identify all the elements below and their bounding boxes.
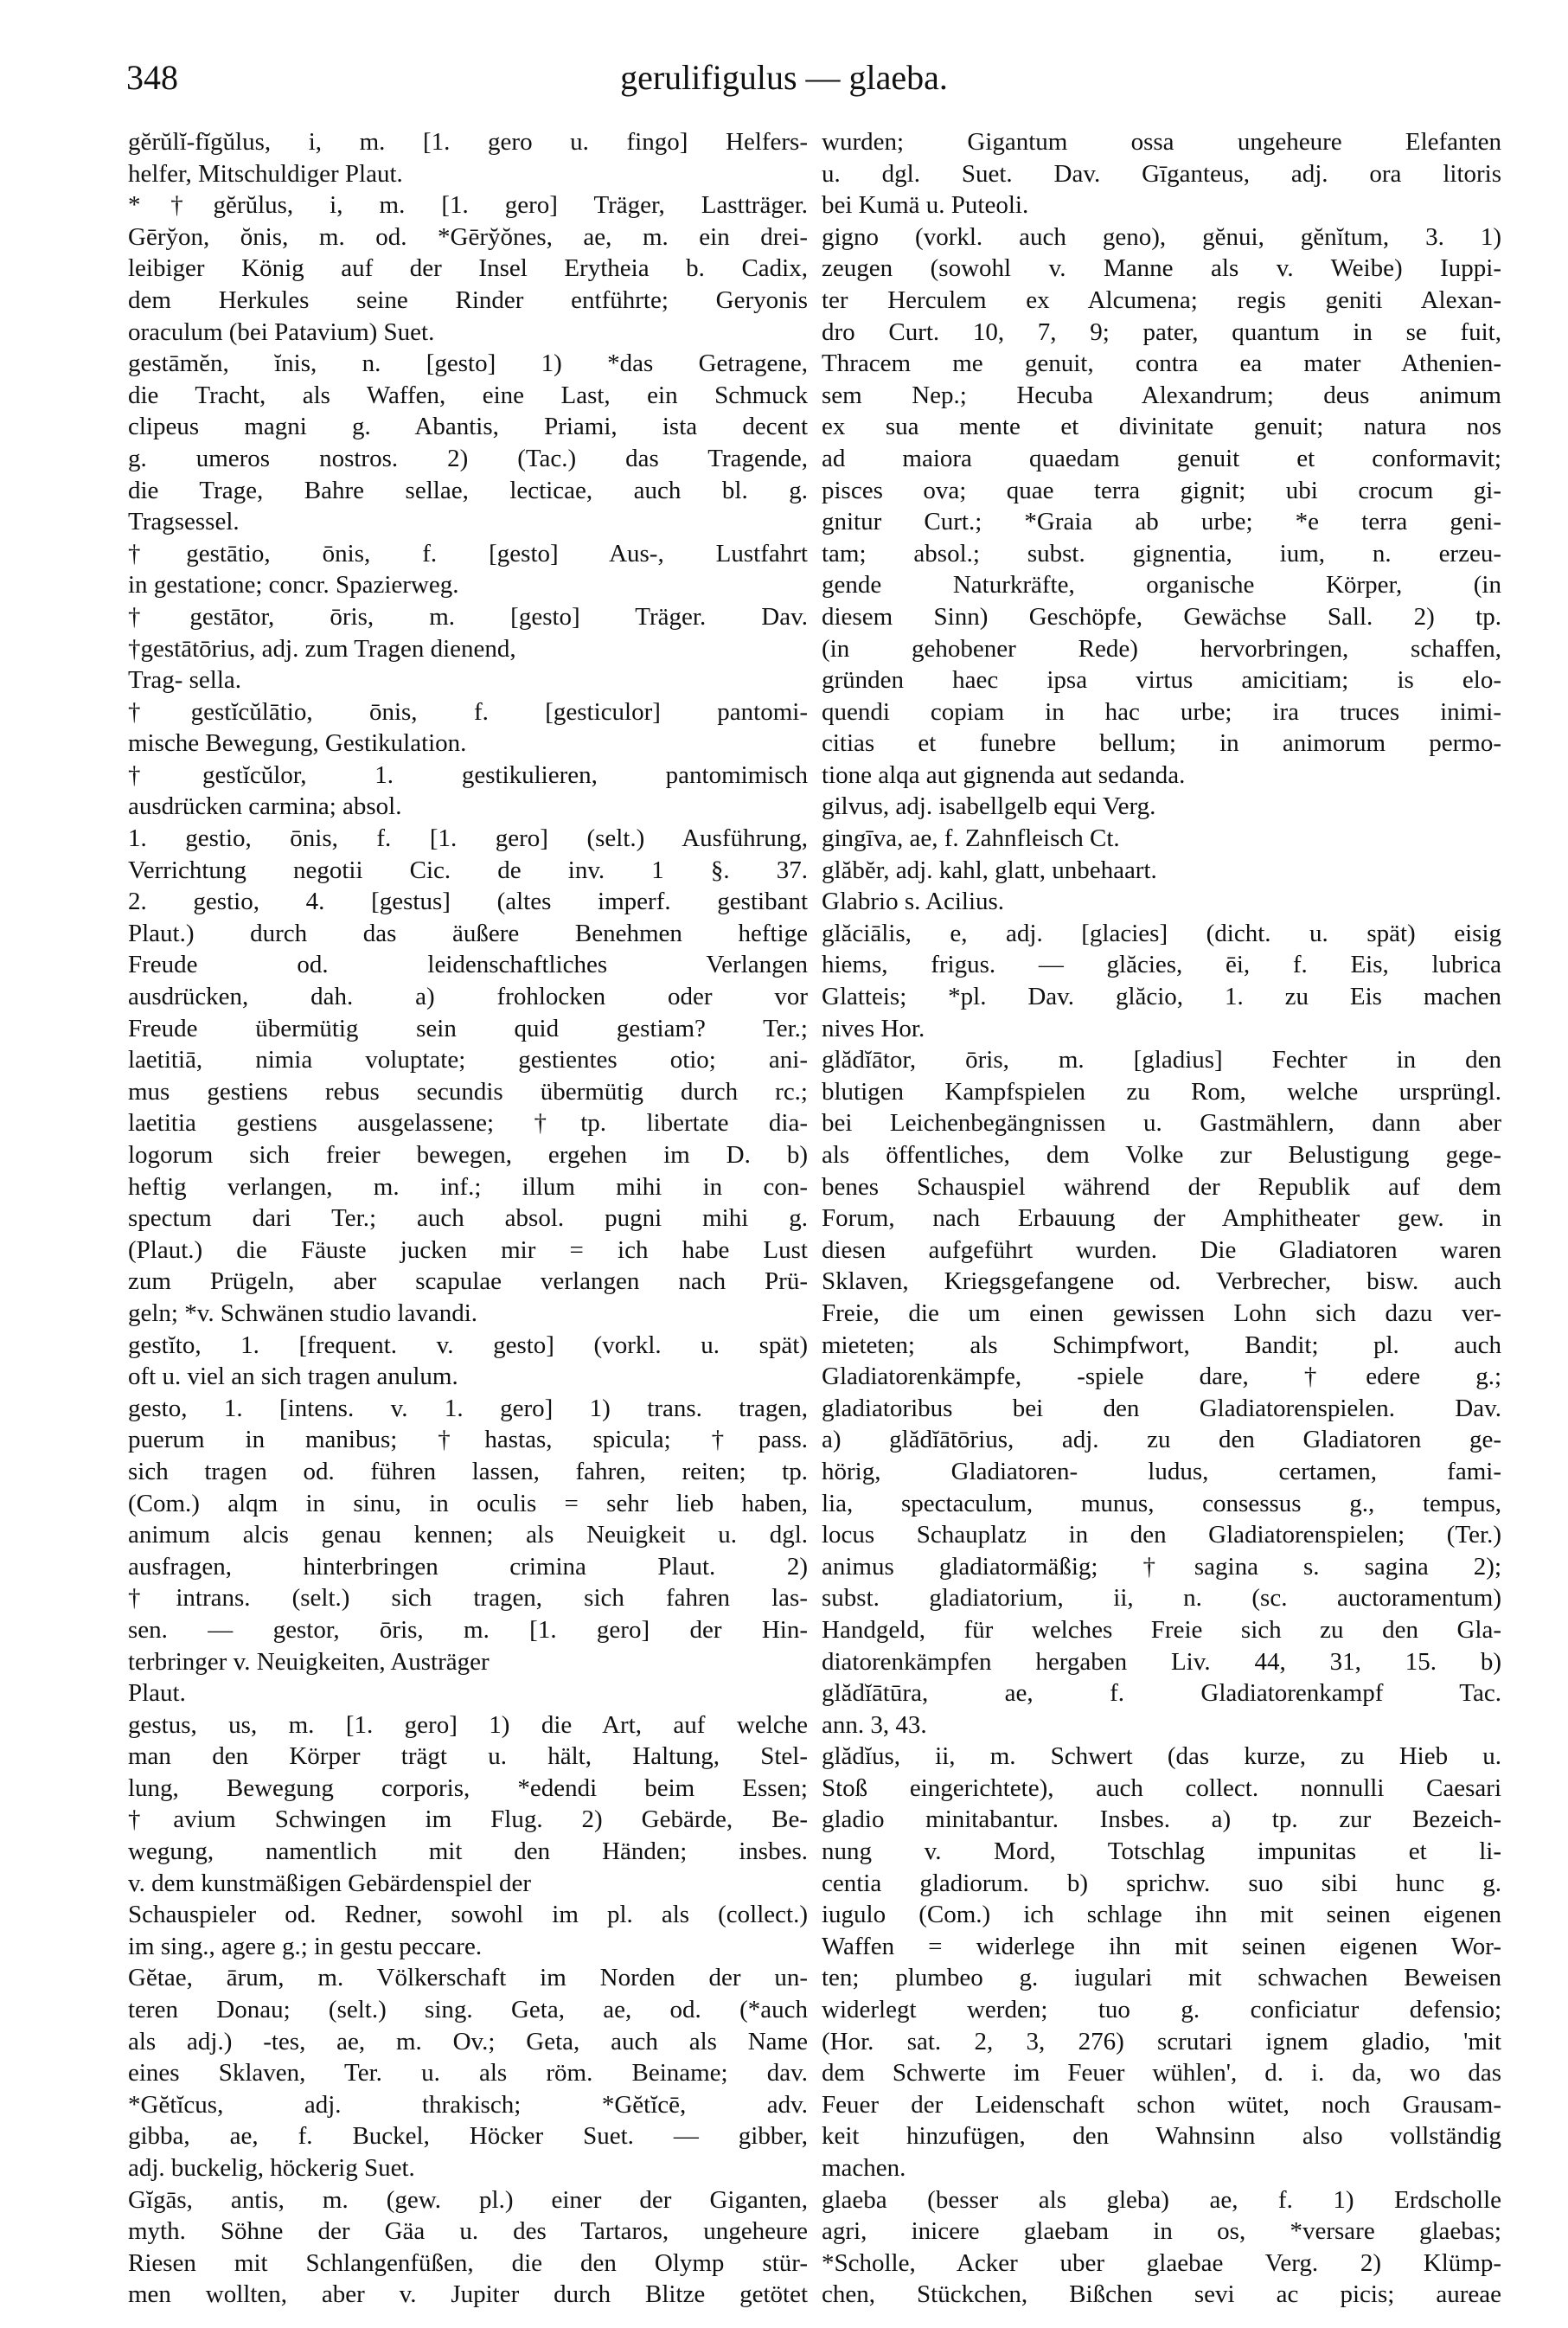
text-line: Gladiatorenkämpfe, -spiele dare, †edere g.; bbox=[822, 1363, 1501, 1391]
text-line: centia gladiorum. b) sprichw. suo sibi hunc g. bbox=[822, 1869, 1501, 1897]
text-line: puerum in manibus; †hastas, spicula; †pass. bbox=[128, 1426, 808, 1454]
text-line: ausdrücken carmina; absol. bbox=[128, 792, 402, 821]
text-line: als adj.) -tes, ae, m. Ov.; Geta, auch als Name bbox=[128, 2027, 808, 2055]
text-line: blutigen Kampfspielen zu Rom, welche ursprüngl. bbox=[822, 1077, 1501, 1106]
text-line: locus Schauplatz in den Gladiatorenspielen; (Ter.) bbox=[822, 1521, 1501, 1549]
text-line: Forum, nach Erbauung der Amphitheater gew. in bbox=[822, 1204, 1501, 1233]
text-line: u. dgl. Suet. Dav. Gīganteus, adj. ora litoris bbox=[822, 159, 1501, 188]
text-line: †gestātōrius, adj. zum Tragen dienend, bbox=[128, 634, 516, 663]
text-line: chen, Stückchen, Bißchen sevi ac picis; aureae bbox=[822, 2280, 1501, 2309]
text-line: mische Bewegung, Gestikulation. bbox=[128, 729, 467, 758]
text-line: (Hor. sat. 2, 3, 276) scrutari ignem gladio, 'mit bbox=[822, 2027, 1501, 2055]
text-line: Gēry̆on, ŏnis, m. od. *Gēry̆ŏnes, ae, m. ein drei- bbox=[128, 222, 808, 251]
right-column bbox=[822, 126, 1501, 2311]
text-line: Glatteis; *pl. Dav. glăcio, 1. zu Eis machen bbox=[822, 983, 1501, 1011]
text-line: Trag- sella. bbox=[128, 666, 242, 695]
text-line: a) glădĭātōrius, adj. zu den Gladiatoren ge- bbox=[822, 1426, 1501, 1454]
text-line: Plaut. bbox=[128, 1679, 186, 1708]
text-line: zeugen (sowohl v. Manne als v. Weibe) Iuppi- bbox=[822, 254, 1501, 283]
text-line: die Tracht, als Waffen, eine Last, ein Schmuck bbox=[128, 381, 808, 409]
text-line: Stoß eingerichtete), auch collect. nonnulli Caesari bbox=[822, 1773, 1501, 1802]
text-line: gĕrŭlĭ-fĭgŭlus, i, m. [1. gero u. fingo] Helfers- bbox=[128, 128, 808, 156]
text-line: diesen aufgeführt wurden. Die Gladiatoren waren bbox=[822, 1235, 1501, 1264]
text-line: Schauspieler od. Redner, sowohl im pl. als (collect.) bbox=[128, 1901, 808, 1929]
text-line: Tragsessel. bbox=[128, 508, 240, 536]
text-line: gestĭto, 1. [frequent. v. gesto] (vorkl. u. spät) bbox=[128, 1331, 808, 1359]
text-line: iugulo (Com.) ich schlage ihn mit seinen eigenen bbox=[822, 1901, 1501, 1929]
text-line: sich tragen od. führen lassen, fahren, reiten; tp. bbox=[128, 1457, 808, 1485]
text-line: wurden; Gigantum ossa ungeheure Elefanten bbox=[822, 128, 1501, 156]
text-line: dem Schwerte im Feuer wühlen', d. i. da, wo das bbox=[822, 2059, 1501, 2088]
text-line: bei Leichenbegängnissen u. Gastmählern, dann aber bbox=[822, 1109, 1501, 1138]
text-line: Verrichtung negotii Cic. de inv. 1 §. 37. bbox=[128, 856, 808, 884]
text-line: †avium Schwingen im Flug. 2) Gebärde, Be- bbox=[128, 1805, 808, 1834]
text-line: quendi copiam in hac urbe; ira truces inimi- bbox=[822, 697, 1501, 726]
text-line: diesem Sinn) Geschöpfe, Gewächse Sall. 2) tp. bbox=[822, 602, 1501, 631]
running-head: gerulifigulus — glaeba. bbox=[620, 58, 948, 97]
text-line: Freie, die um einen gewissen Lohn sich dazu ver- bbox=[822, 1299, 1501, 1327]
text-line: diatorenkämpfen hergaben Liv. 44, 31, 15. b) bbox=[822, 1647, 1501, 1676]
text-line: oraculum (bei Patavium) Suet. bbox=[128, 317, 435, 346]
text-line: ex sua mente et divinitate genuit; natura nos bbox=[822, 413, 1501, 441]
text-line: gingīva, ae, f. Zahnfleisch Ct. bbox=[822, 824, 1120, 853]
text-line: 2. gestio, 4. [gestus] (altes imperf. gestibant bbox=[128, 888, 808, 916]
text-line: gesto, 1. [intens. v. 1. gero] 1) trans. tragen, bbox=[128, 1394, 808, 1422]
text-line: gestāmĕn, ĭnis, n. [gesto] 1) *das Getragene, bbox=[128, 350, 808, 378]
text-line: heftig verlangen, m. inf.; illum mihi in con- bbox=[128, 1172, 808, 1201]
text-line: gigno (vorkl. auch geno), gĕnui, gĕnĭtum, 3. 1) bbox=[822, 222, 1501, 251]
text-line: †gestĭcŭlor, 1. gestikulieren, pantomimisch bbox=[128, 760, 808, 789]
text-line: im sing., agere g.; in gestu peccare. bbox=[128, 1932, 483, 1960]
text-line: laetitia gestiens ausgelassene; †tp. libertate dia- bbox=[128, 1109, 808, 1138]
text-line: tam; absol.; subst. gignentia, ium, n. erzeu- bbox=[822, 539, 1501, 568]
text-line: machen. bbox=[822, 2154, 906, 2182]
text-line: bei Kumä u. Puteoli. bbox=[822, 191, 1029, 220]
text-line: gestus, us, m. [1. gero] 1) die Art, auf welche bbox=[128, 1710, 808, 1739]
text-line: glădĭus, ii, m. Schwert (das kurze, zu Hieb u. bbox=[822, 1742, 1501, 1771]
text-line: gibba, ae, f. Buckel, Höcker Suet. — gibber, bbox=[128, 2122, 808, 2151]
text-line: ausfragen, hinterbringen crimina Plaut. 2) bbox=[128, 1552, 808, 1581]
text-line: clipeus magni g. Abantis, Priami, ista decent bbox=[128, 413, 808, 441]
text-line: adj. buckelig, höckerig Suet. bbox=[128, 2154, 415, 2182]
text-line: gründen haec ipsa virtus amicitiam; is elo- bbox=[822, 666, 1501, 695]
text-line: helfer, Mitschuldiger Plaut. bbox=[128, 159, 403, 188]
text-line: *†gĕrŭlus, i, m. [1. gero] Träger, Lastträger. bbox=[128, 191, 808, 220]
text-line: †intrans. (selt.) sich tragen, sich fahren las- bbox=[128, 1584, 808, 1613]
text-line: zum Prügeln, aber scapulae verlangen nach Prü- bbox=[128, 1267, 808, 1296]
text-line: eines Sklaven, Ter. u. als röm. Beiname; dav. bbox=[128, 2059, 808, 2088]
text-line: gladiatoribus bei den Gladiatorenspielen. Dav. bbox=[822, 1394, 1501, 1422]
text-line: benes Schauspiel während der Republik auf dem bbox=[822, 1172, 1501, 1201]
text-line: leibiger König auf der Insel Erytheia b. Cadix, bbox=[128, 254, 808, 283]
text-line: myth. Söhne der Gäa u. des Tartaros, ungeheure bbox=[128, 2217, 808, 2246]
page-number: 348 bbox=[126, 58, 178, 97]
text-line: die Trage, Bahre sellae, lecticae, auch bl. g. bbox=[128, 476, 808, 504]
text-line: Riesen mit Schlangenfüßen, die den Olymp stür- bbox=[128, 2248, 808, 2277]
text-line: man den Körper trägt u. hält, Haltung, Stel- bbox=[128, 1742, 808, 1771]
text-line: gende Naturkräfte, organische Körper, (in bbox=[822, 571, 1501, 600]
text-line: widerlegt werden; tuo g. conficiatur defensio; bbox=[822, 1996, 1501, 2024]
text-line: Handgeld, für welches Freie sich zu den Gla- bbox=[822, 1615, 1501, 1644]
text-line: men wollten, aber v. Jupiter durch Blitze getötet bbox=[128, 2280, 808, 2309]
text-line: Freude übermütig sein quid gestiam? Ter.; bbox=[128, 1014, 808, 1042]
text-line: Thracem me genuit, contra ea mater Athenien- bbox=[822, 350, 1501, 378]
text-line: ann. 3, 43. bbox=[822, 1710, 927, 1739]
text-line: glădĭātor, ōris, m. [gladius] Fechter in den bbox=[822, 1046, 1501, 1074]
text-line: glăbĕr, adj. kahl, glatt, unbehaart. bbox=[822, 856, 1157, 884]
text-line: Gĭgās, antis, m. (gew. pl.) einer der Giganten, bbox=[128, 2185, 808, 2214]
text-line: *Gĕtĭcus, adj. thrakisch; *Gĕtĭcē, adv. bbox=[128, 2090, 808, 2119]
text-line: hörig, Gladiatoren- ludus, certamen, fami- bbox=[822, 1457, 1501, 1485]
text-line: (in gehobener Rede) hervorbringen, schaffen, bbox=[822, 634, 1501, 663]
text-line: v. dem kunstmäßigen Gebärdenspiel der bbox=[128, 1869, 532, 1897]
text-line: subst. gladiatorium, ii, n. (sc. auctoramentum) bbox=[822, 1584, 1501, 1613]
text-line: (Plaut.) die Fäuste jucken mir = ich habe Lust bbox=[128, 1235, 808, 1264]
text-line: pisces ova; quae terra gignit; ubi crocum gi- bbox=[822, 476, 1501, 504]
text-line: ausdrücken, dah. a) frohlocken oder vor bbox=[128, 983, 808, 1011]
text-line: nung v. Mord, Totschlag impunitas et li- bbox=[822, 1837, 1501, 1866]
text-line: ten; plumbeo g. iugulari mit schwachen Beweisen bbox=[822, 1964, 1501, 1992]
text-line: Waffen = widerlege ihn mit seinen eigenen Wor- bbox=[822, 1932, 1501, 1960]
text-line: als öffentliches, dem Volke zur Belustigung gege- bbox=[822, 1141, 1501, 1169]
text-line: lung, Bewegung corporis, *edendi beim Essen; bbox=[128, 1773, 808, 1802]
text-line: Sklaven, Kriegsgefangene od. Verbrecher, bisw. auch bbox=[822, 1267, 1501, 1296]
text-line: sen. — gestor, ōris, m. [1. gero] der Hin- bbox=[128, 1615, 808, 1644]
text-line: Plaut.) durch das äußere Benehmen heftige bbox=[128, 919, 808, 947]
text-line: †gestĭcŭlātio, ōnis, f. [gesticulor] pantomi- bbox=[128, 697, 808, 726]
text-line: tione alqa aut gignenda aut sedanda. bbox=[822, 760, 1186, 789]
text-line: (Com.) alqm in sinu, in oculis = sehr lieb haben, bbox=[128, 1489, 808, 1517]
text-line: spectum dari Ter.; auch absol. pugni mihi g. bbox=[128, 1204, 808, 1233]
text-line: glădĭātūra, ae, f. Gladiatorenkampf Tac. bbox=[822, 1679, 1501, 1708]
text-line: Glabrio s. Acilius. bbox=[822, 888, 1005, 916]
text-line: ter Herculem ex Alcumena; regis geniti Alexan- bbox=[822, 285, 1501, 314]
text-line: laetitiā, nimia voluptate; gestientes otio; ani- bbox=[128, 1046, 808, 1074]
text-line: gilvus, adj. isabellgelb equi Verg. bbox=[822, 792, 1156, 821]
text-line: Gĕtae, ārum, m. Völkerschaft im Norden der un- bbox=[128, 1964, 808, 1992]
text-line: gnitur Curt.; *Graia ab urbe; *e terra geni- bbox=[822, 508, 1501, 536]
text-line: nives Hor. bbox=[822, 1014, 925, 1042]
text-line: keit hinzufügen, den Wahnsinn also vollständig bbox=[822, 2122, 1501, 2151]
text-line: terbringer v. Neuigkeiten, Austräger bbox=[128, 1647, 490, 1676]
text-line: lia, spectaculum, munus, consessus g., tempus, bbox=[822, 1489, 1501, 1517]
text-line: Freude od. leidenschaftliches Verlangen bbox=[128, 951, 808, 979]
text-line: †gestātor, ōris, m. [gesto] Träger. Dav. bbox=[128, 602, 808, 631]
text-line: g. umeros nostros. 2) (Tac.) das Tragende, bbox=[128, 444, 808, 472]
text-line: agri, inicere glaebam in os, *versare glaebas; bbox=[822, 2217, 1501, 2246]
text-line: animum alcis genau kennen; als Neuigkeit u. dgl. bbox=[128, 1521, 808, 1549]
text-line: teren Donau; (selt.) sing. Geta, ae, od. (*auch bbox=[128, 1996, 808, 2024]
text-line: *Scholle, Acker uber glaebae Verg. 2) Klümp- bbox=[822, 2248, 1501, 2277]
text-line: sem Nep.; Hecuba Alexandrum; deus animum bbox=[822, 381, 1501, 409]
left-column bbox=[128, 126, 808, 2311]
text-line: †gestātio, ōnis, f. [gesto] Aus-, Lustfahrt bbox=[128, 539, 808, 568]
text-line: dem Herkules seine Rinder entführte; Geryonis bbox=[128, 285, 808, 314]
text-line: animus gladiatormäßig; †sagina s. sagina 2); bbox=[822, 1552, 1501, 1581]
text-line: ad maiora quaedam genuit et conformavit; bbox=[822, 444, 1501, 472]
text-line: hiems, frigus. — glăcies, ēi, f. Eis, lubrica bbox=[822, 951, 1501, 979]
text-line: 1. gestio, ōnis, f. [1. gero] (selt.) Ausführung, bbox=[128, 824, 808, 853]
text-line: dro Curt. 10, 7, 9; pater, quantum in se fuit, bbox=[822, 317, 1501, 346]
text-line: mus gestiens rebus secundis übermütig durch rc.; bbox=[128, 1077, 808, 1106]
text-line: mieteten; als Schimpfwort, Bandit; pl. auch bbox=[822, 1331, 1501, 1359]
text-line: logorum sich freier bewegen, ergehen im D. b) bbox=[128, 1141, 808, 1169]
text-line: in gestatione; concr. Spazierweg. bbox=[128, 571, 459, 600]
text-line: wegung, namentlich mit den Händen; insbes. bbox=[128, 1837, 808, 1866]
text-line: geln; *v. Schwänen studio lavandi. bbox=[128, 1299, 478, 1327]
text-line: citias et funebre bellum; in animorum permo- bbox=[822, 729, 1501, 758]
text-line: glaeba (besser als gleba) ae, f. 1) Erdscholle bbox=[822, 2185, 1501, 2214]
text-line: Feuer der Leidenschaft schon wütet, noch Grausam- bbox=[822, 2090, 1501, 2119]
text-line: oft u. viel an sich tragen anulum. bbox=[128, 1363, 458, 1391]
text-line: glăciālis, e, adj. [glacies] (dicht. u. spät) eisig bbox=[822, 919, 1501, 947]
text-line: gladio minitabantur. Insbes. a) tp. zur Bezeich- bbox=[822, 1805, 1501, 1834]
